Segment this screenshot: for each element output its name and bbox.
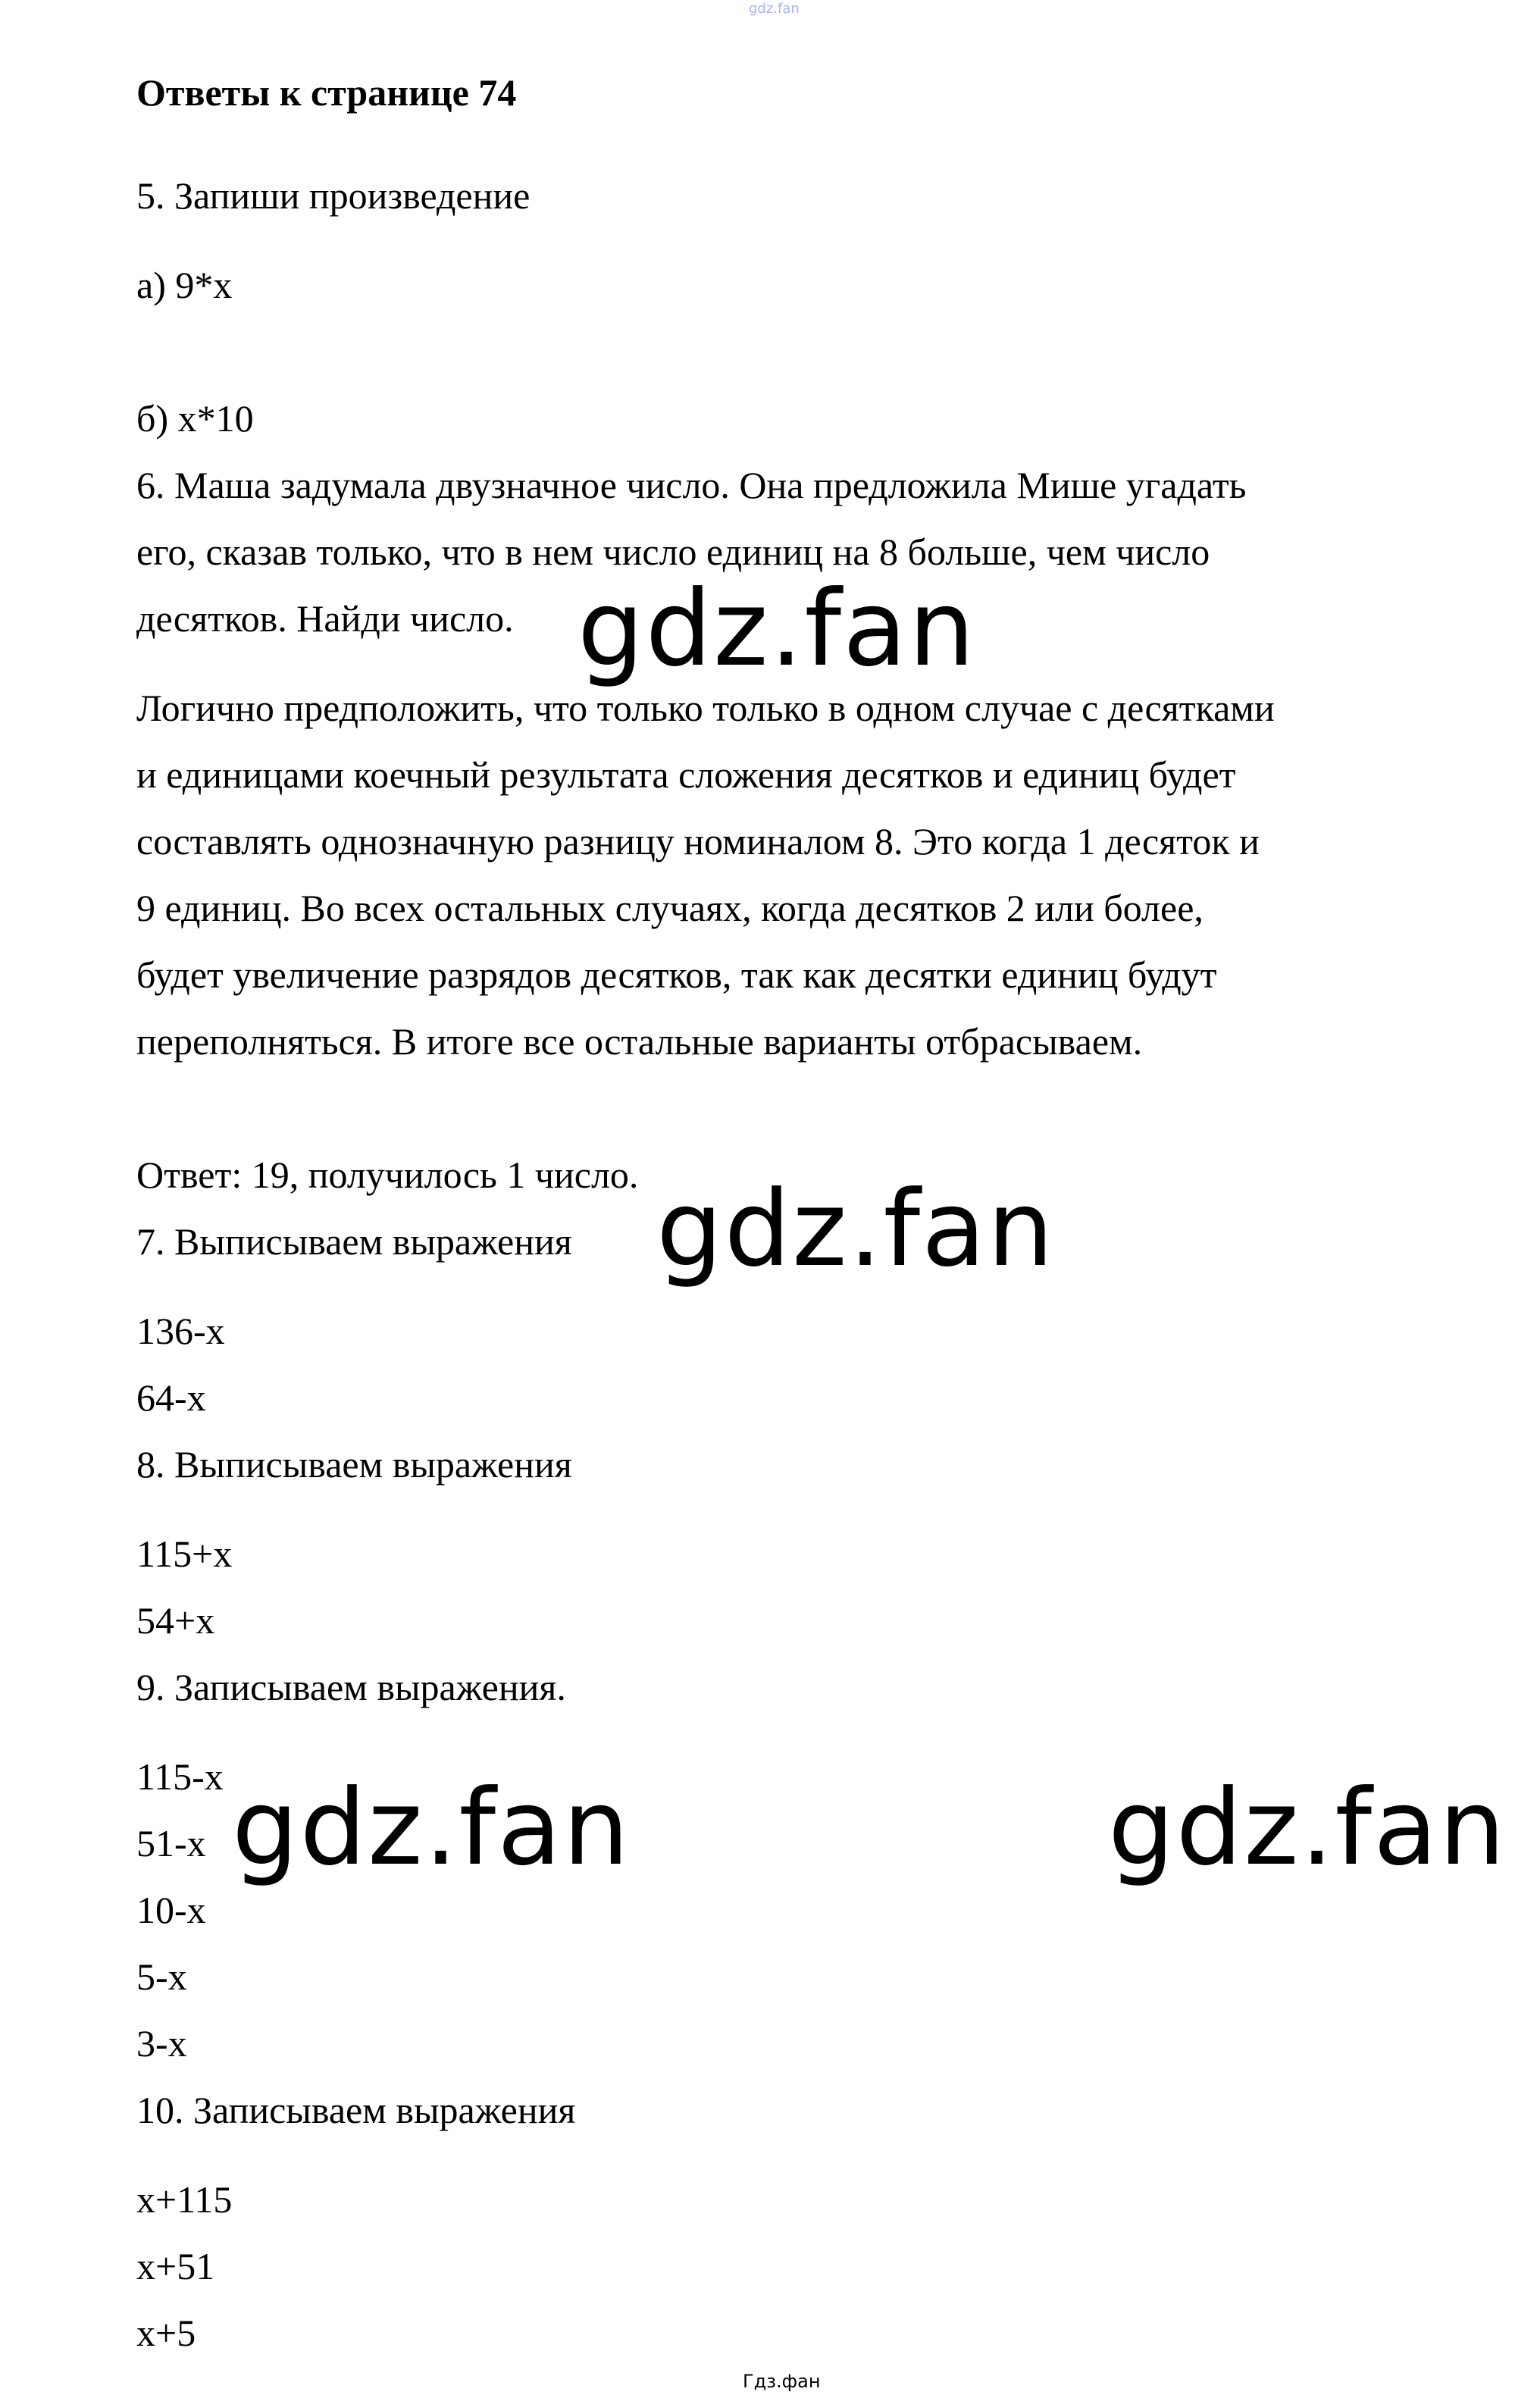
task-10-item: x+115 bbox=[136, 2178, 233, 2221]
task-6-line: десятков. Найди число. bbox=[136, 597, 514, 640]
watermark: gdz.fan bbox=[578, 568, 977, 690]
task-5-heading: 5. Запиши произведение bbox=[136, 174, 531, 217]
task-7-item: 64-x bbox=[136, 1376, 206, 1419]
task-6-solution-line: будет увеличение разрядов десятков, так как десятки единиц будут bbox=[136, 953, 1217, 996]
task-5-answer-b: б) x*10 bbox=[136, 397, 254, 440]
task-10-heading: 10. Записываем выражения bbox=[136, 2089, 576, 2131]
watermark: gdz.fan bbox=[656, 1168, 1056, 1290]
task-6-solution-line: Логично предположить, что только только в одном случае с десятками bbox=[136, 687, 1275, 729]
task-6-line: его, сказав только, что в нем число единиц на 8 больше, чем число bbox=[136, 531, 1210, 573]
task-8-item: 54+x bbox=[136, 1599, 215, 1642]
task-6-answer: Ответ: 19, получилось 1 число. bbox=[136, 1154, 639, 1196]
task-10-item: x+5 bbox=[136, 2312, 196, 2354]
task-6-solution-line: 9 единиц. Во всех остальных случаях, когда десятков 2 или более, bbox=[136, 887, 1204, 929]
task-9-item: 3-x bbox=[136, 2022, 187, 2065]
task-7-heading: 7. Выписываем выражения bbox=[136, 1220, 572, 1263]
task-6-line: 6. Маша задумала двузначное число. Она предложила Мише угадать bbox=[136, 464, 1247, 506]
task-9-item: 5-x bbox=[136, 1955, 187, 1998]
page-title: Ответы к странице 74 bbox=[136, 71, 517, 114]
task-6-solution-line: переполняться. В итоге все остальные варианты отбрасываем. bbox=[136, 1020, 1143, 1063]
task-9-item: 115-x bbox=[136, 1755, 224, 1798]
top-watermark: gdz.fan bbox=[749, 1, 800, 17]
task-9-item: 10-x bbox=[136, 1889, 206, 1931]
task-9-item: 51-x bbox=[136, 1822, 206, 1864]
task-6-solution-line: и единицами коечный результата сложения десятков и единиц будет bbox=[136, 753, 1236, 796]
task-10-item: x+51 bbox=[136, 2245, 215, 2287]
task-6-solution-line: составлять однозначную разницу номиналом 8. Это когда 1 десяток и bbox=[136, 820, 1260, 863]
page-footer: Гдз.фан bbox=[743, 2371, 821, 2392]
watermark: gdz.fan bbox=[232, 1767, 631, 1889]
task-7-item: 136-x bbox=[136, 1310, 225, 1352]
task-8-item: 115+x bbox=[136, 1532, 233, 1575]
watermark: gdz.fan bbox=[1108, 1767, 1507, 1889]
task-8-heading: 8. Выписываем выражения bbox=[136, 1443, 572, 1486]
task-5-answer-a: а) 9*x bbox=[136, 264, 233, 306]
task-9-heading: 9. Записываем выражения. bbox=[136, 1666, 566, 1708]
